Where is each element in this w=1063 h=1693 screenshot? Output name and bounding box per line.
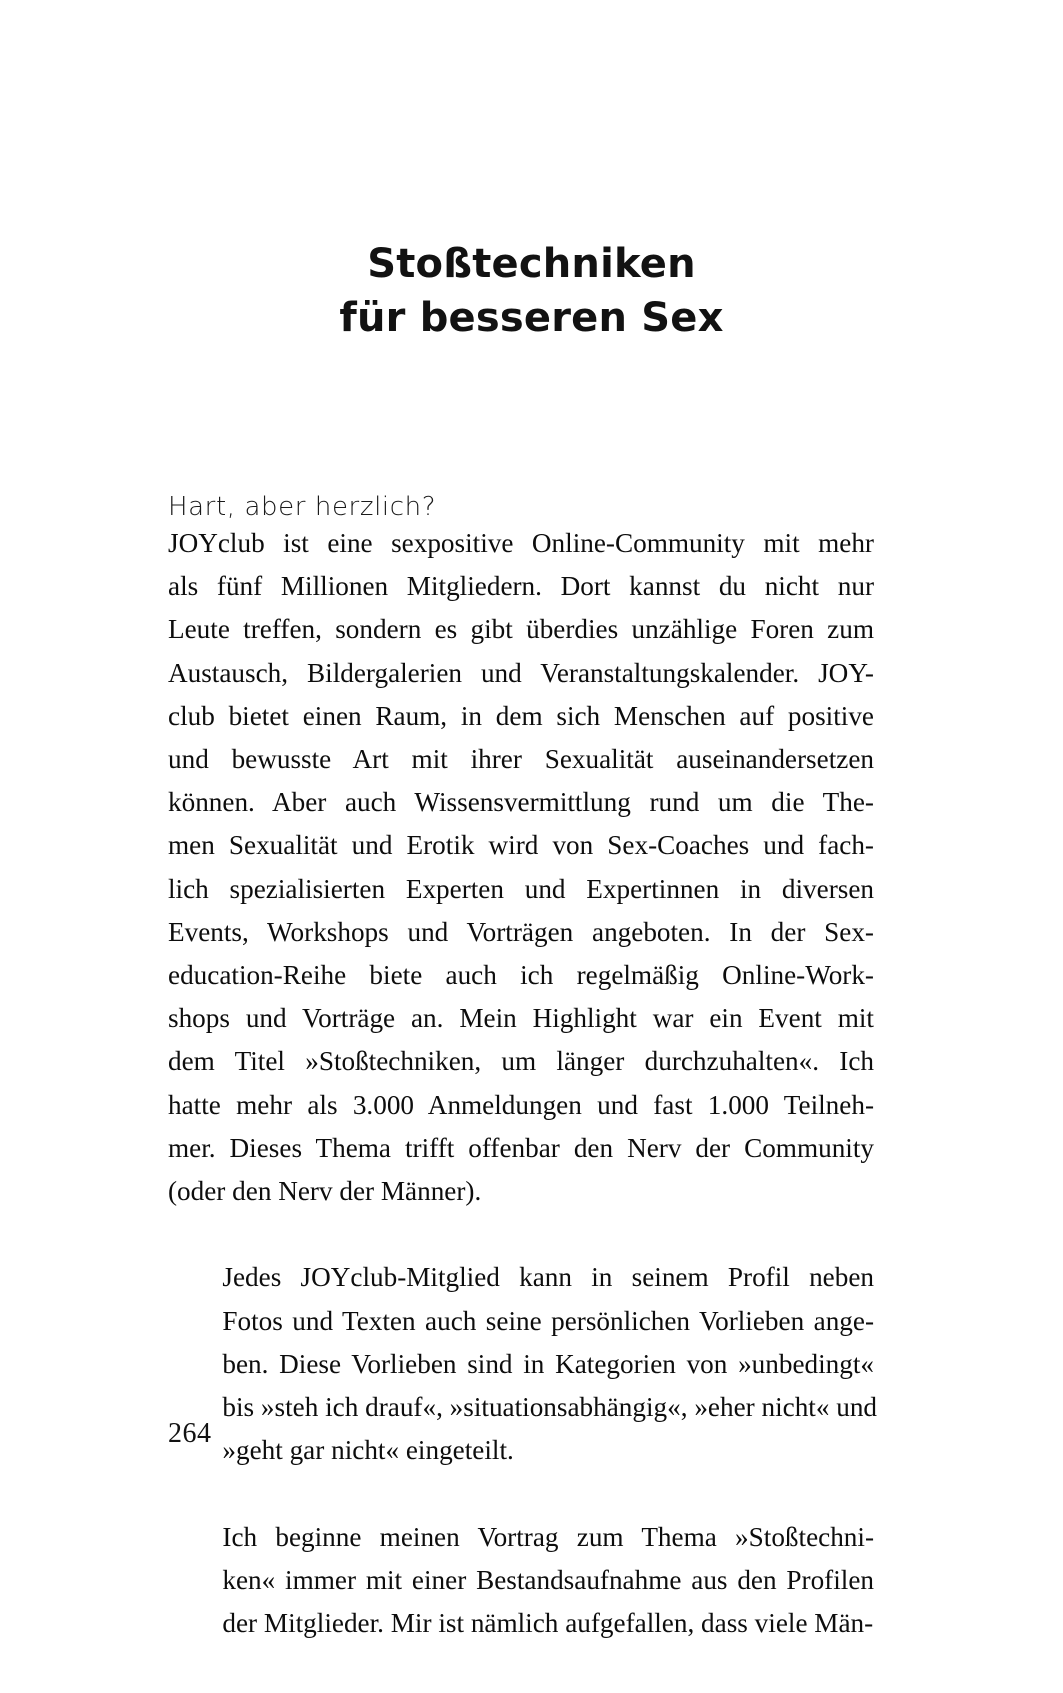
- body-line: können. Aber auch Wissensvermittlung rund um die The-: [168, 787, 874, 818]
- body-line: mer. Dieses Thema trifft offenbar den Nerv der Community: [168, 1132, 874, 1163]
- chapter-title: [0, 237, 1063, 346]
- body-line: (oder den Nerv der Männer).: [168, 1176, 482, 1207]
- body-line: ben. Diese Vorlieben sind in Kategorien von »unbedingt«: [222, 1348, 874, 1379]
- section-subheading: Hart, aber herzlich?: [168, 491, 437, 522]
- body-line: und bewusste Art mit ihrer Sexualität auseinandersetzen: [168, 744, 874, 775]
- body-line: Events, Workshops und Vorträgen angeboten. In der Sex-: [168, 916, 874, 947]
- body-line: als fünf Millionen Mitgliedern. Dort kannst du nicht nur: [168, 571, 874, 602]
- page-number: 264: [168, 1418, 212, 1449]
- body-line: dem Titel »Stoßtechniken, um länger durchzuhalten«. Ich: [168, 1046, 874, 1077]
- body-line: lich spezialisierten Experten und Expertinnen in diversen: [168, 873, 874, 904]
- body-line: education-Reihe biete auch ich regelmäßig Online-Work-: [168, 960, 874, 991]
- body-line: men Sexualität und Erotik wird von Sex-Coaches und fach-: [168, 830, 874, 861]
- body-line: JOYclub ist eine sexpositive Online-Community mit mehr: [168, 528, 874, 558]
- body-line: Austausch, Bildergalerien und Veranstaltungskalender. JOY-: [168, 657, 874, 688]
- body-paragraph: [168, 1256, 878, 1515]
- body-line: shops und Vorträge an. Mein Highlight war ein Event mit: [168, 1003, 874, 1034]
- body-line: ken« immer mit einer Bestandsaufnahme aus den Profilen: [222, 1564, 874, 1595]
- body-line: der Mitglieder. Mir ist nämlich aufgefallen, dass viele Män-: [222, 1608, 874, 1639]
- chapter-title-line-1: Stoßtechniken: [367, 240, 696, 287]
- body-line: Leute treffen, sondern es gibt überdies unzählige Foren zum: [168, 614, 874, 645]
- body-line: Ich beginne meinen Vortrag zum Thema »Stoßtechni-: [222, 1521, 874, 1552]
- body-line: »geht gar nicht« eingeteilt.: [222, 1435, 514, 1466]
- body-line: Fotos und Texten auch seine persönlichen Vorlieben ange-: [222, 1305, 874, 1336]
- body-line: hatte mehr als 3.000 Anmeldungen und fast 1.000 Teilneh-: [168, 1089, 874, 1120]
- body-line: club bietet einen Raum, in dem sich Menschen auf positive: [168, 700, 874, 731]
- body-text: [168, 522, 878, 1688]
- body-line: Jedes JOYclub-Mitglied kann in seinem Profil neben: [222, 1262, 874, 1293]
- body-paragraph: [168, 522, 874, 1256]
- body-line: bis »steh ich drauf«, »situationsabhängig«, »eher nicht« und: [222, 1392, 878, 1423]
- chapter-title-line-2: für besseren Sex: [339, 295, 724, 342]
- body-paragraph: [168, 1516, 874, 1689]
